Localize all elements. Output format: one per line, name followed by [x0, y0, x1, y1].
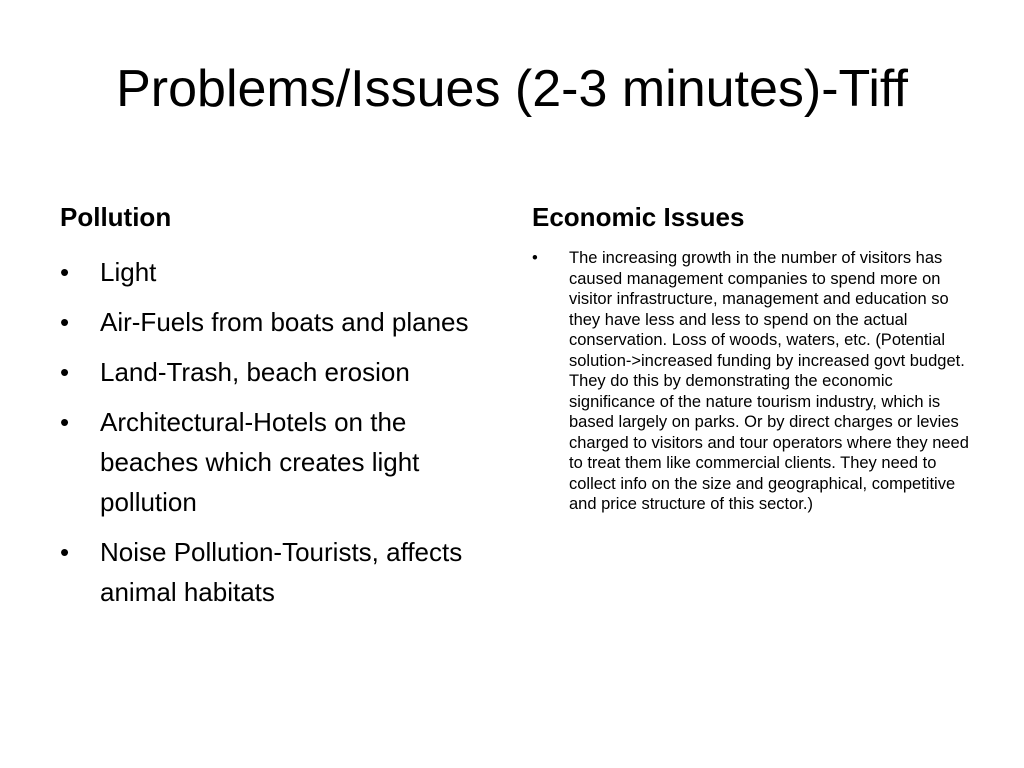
list-item-text: Land-Trash, beach erosion [100, 357, 410, 387]
bullet-icon: • [60, 307, 70, 337]
bullet-icon: • [60, 537, 70, 567]
bullet-icon: • [60, 407, 70, 437]
list-item-text: The increasing growth in the number of visitors has caused management companies to spend more on visitor infrastructure, management and education so they have less and less to spend on the actual conservation. Loss of woods, waters, etc. (Potential solution->increased funding by increased govt budget. They do this by demonstrating the economic significance of the nature tourism industry, which is based largely on parks. Or by direct charges or levies charged to visitors and tour operators where they need to treat them like commercial clients. They need to collect info on the size and geographical, competitive and price structure of this sector.) [569, 249, 969, 513]
list-item [60, 302, 500, 342]
list-item-text: Light [100, 257, 157, 287]
slide-title: Problems/Issues (2-3 minutes)-Tiff [116, 60, 908, 118]
list-item-text: Noise Pollution-Tourists, affects animal habitats [100, 537, 463, 607]
pollution-list [60, 252, 500, 622]
economic-issues-list [532, 248, 972, 515]
economic-issues-heading: Economic Issues [532, 202, 745, 232]
pollution-heading: Pollution [60, 202, 172, 232]
list-item [60, 402, 500, 522]
list-item-text: Air-Fuels from boats and planes [100, 307, 469, 337]
list-item [60, 252, 500, 292]
bullet-icon: • [532, 249, 538, 267]
list-item-text: Architectural-Hotels on the beaches which creates light pollution [100, 407, 420, 517]
bullet-icon: • [60, 257, 70, 287]
list-item [532, 248, 972, 515]
bullet-icon: • [60, 357, 70, 387]
list-item [60, 352, 500, 392]
list-item [60, 532, 500, 612]
